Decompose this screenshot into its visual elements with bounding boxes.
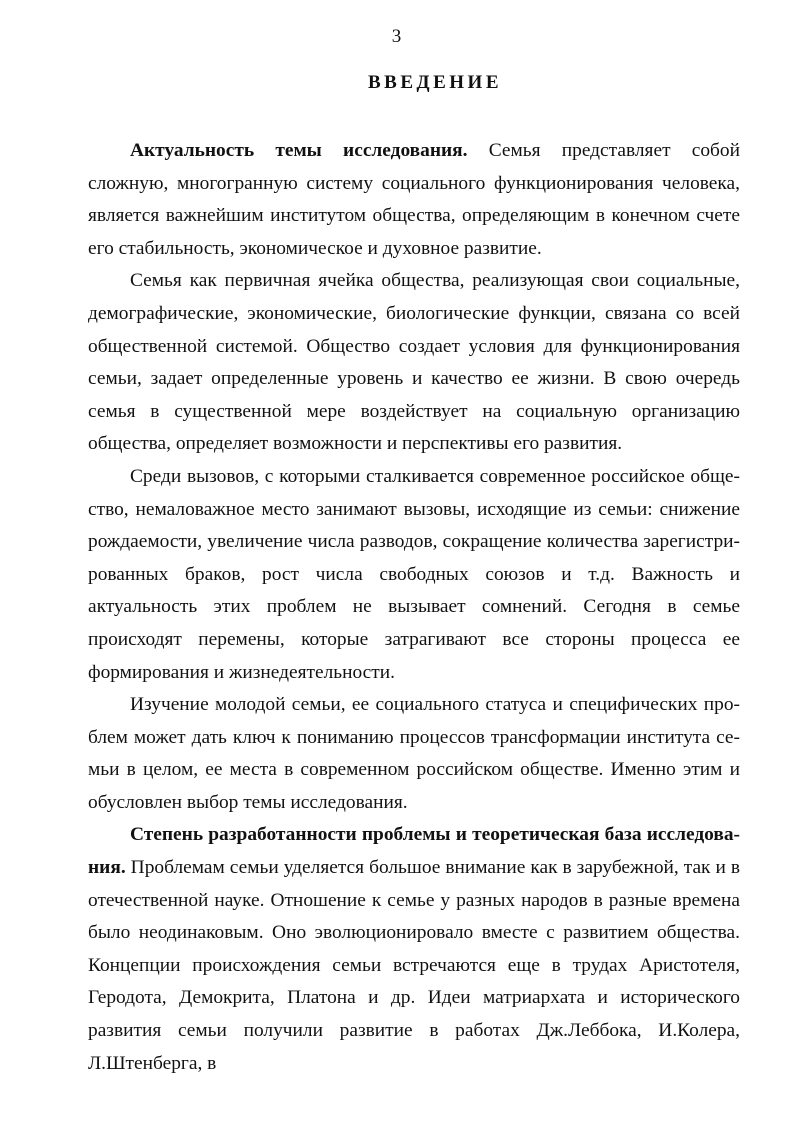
paragraph-text: Семья как первичная ячейка общества, реализующая свои социальные, демографические, экономические, биологические функции, связана со всей общественной системой. Общество создает условия для функционирования семьи, задает определенные уровень и качество ее жизни. В свою очередь семья в существенной мере воздействует на социальную организацию общества, определяет возможности и перспективы его развития. — [88, 270, 740, 455]
paragraph-relevance — [88, 135, 740, 265]
paragraph-text: Проблемам семьи уделяется большое внимание как в зарубежной, так и в отечественной науке. Отношение к семье у разных народов в разные времена было неодинаковым. Оно эволюционировало вместе с развитием общества. Концепции происхождения семьи встречаются еще в трудах Аристотеля, Геродота, Демокрита, Платона и др. Идеи матриархата и исторического развития семьи получили развитие в работах Дж.Леббока, И.Колера, Л.Штенберга, в — [88, 857, 740, 1074]
section-heading: ВВЕДЕНИЕ — [368, 72, 502, 93]
paragraph-lead: Степень разработанности проблемы и теоретическая база исследования. — [88, 824, 740, 879]
paragraph-text: Изучение молодой семьи, ее социального статуса и специфических проблем может дать ключ к пониманию процессов трансформации института семьи в целом, ее места в современном российском обществе. Именно этим и обусловлен выбор темы исследования. — [88, 694, 740, 813]
paragraph-young-family — [88, 689, 740, 819]
body-text — [88, 135, 740, 1080]
paragraph-lead: Актуальность темы исследования. — [130, 140, 468, 161]
page-number: 3 — [391, 26, 402, 47]
paragraph-challenges — [88, 461, 740, 689]
paragraph-text: Семья представляет собой сложную, многогранную систему социального функционирования человека, является важнейшим институтом общества, определяющим в конечном счете его стабильность, экономическое и духовное развитие. — [88, 140, 740, 259]
paragraph-family-cell — [88, 265, 740, 461]
paragraph-degree-of-development — [88, 819, 740, 1080]
paragraph-text: Среди вызовов, с которыми сталкивается современное российское общество, немаловажное место занимают вызовы, исходящие из семьи: снижение рождаемости, увеличение числа разводов, сокращение количества зарегистрированных браков, рост числа свободных союзов и т.д. Важность и актуальность этих проблем не вызывает сомнений. Сегодня в семье происходят перемены, которые затрагивают все стороны процесса ее формирования и жизнедеятельности. — [88, 465, 740, 683]
